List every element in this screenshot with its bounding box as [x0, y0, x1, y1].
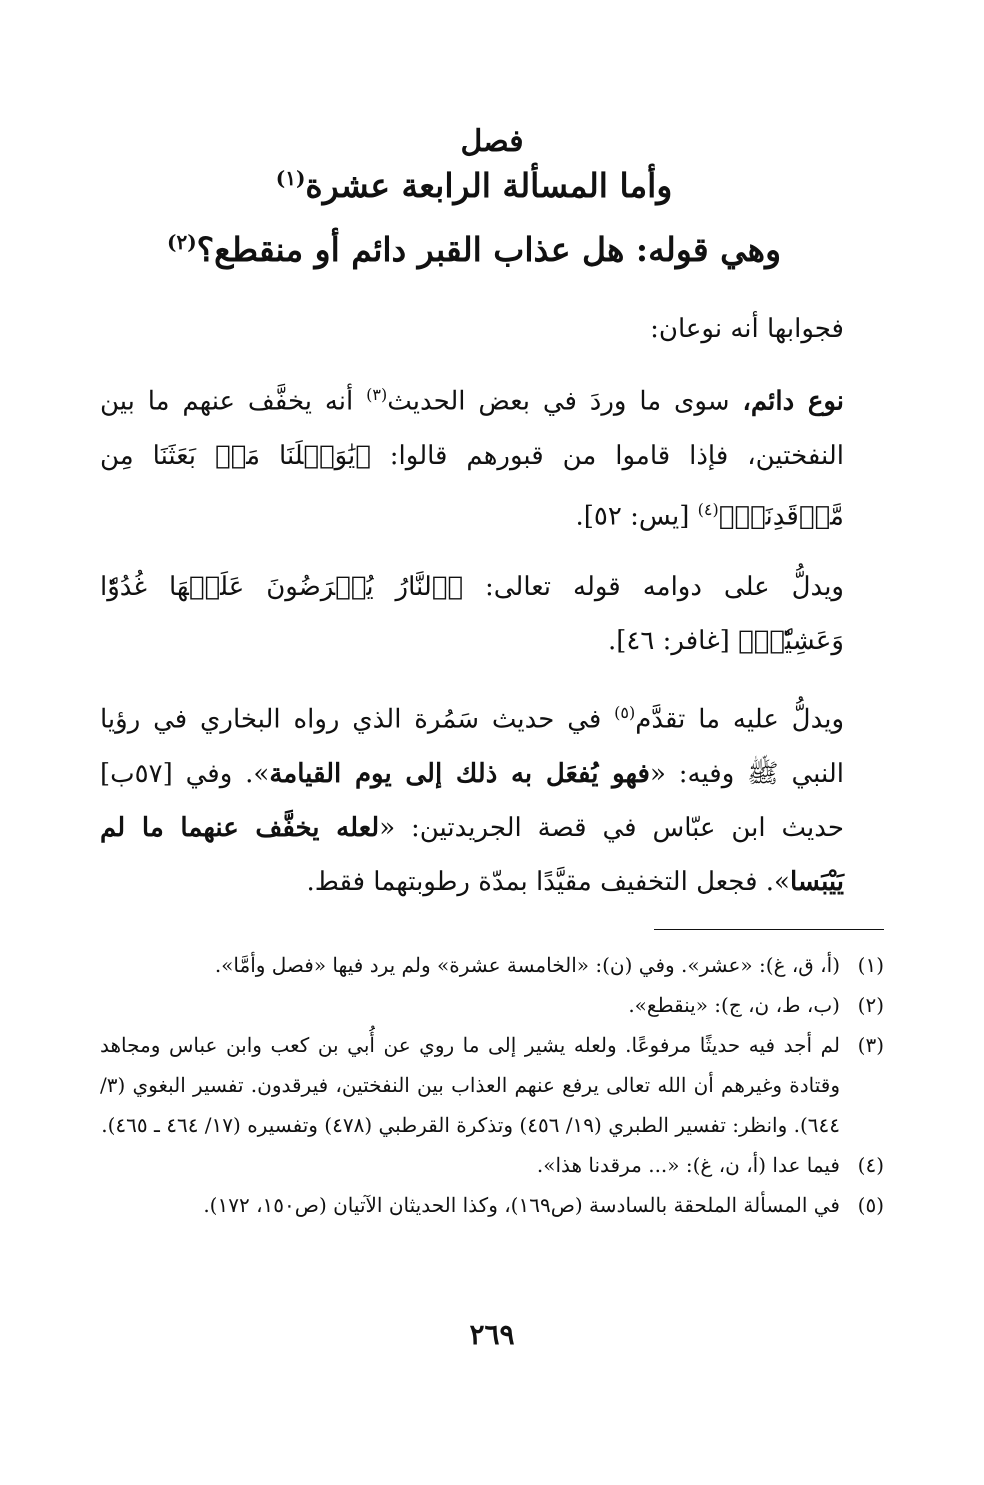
footnote-number: (٣)	[857, 1033, 884, 1057]
paragraph-text: ويدلُّ عليه ما تقدَّم	[635, 704, 845, 735]
footnote-item	[100, 945, 884, 985]
issue-heading-text: وأما المسألة الرابعة عشرة	[305, 166, 673, 205]
page-number	[0, 1318, 984, 1351]
paragraph-text: سوى ما وردَ في بعض الحديث	[387, 386, 743, 417]
paragraph-evidence-quran	[100, 560, 844, 668]
footnote-text: في المسألة الملحقة بالسادسة (ص١٦٩)، وكذا الحديثان الآتيان (ص١٥٠، ١٧٢).	[203, 1193, 840, 1217]
footnote-text: (أ، ق، غ): «عشر». وفي (ن): «الخامسة عشرة» ولم يرد فيها «فصل وأمَّا».	[214, 953, 840, 977]
paragraph-evidence-hadith	[100, 686, 844, 909]
section-heading-text: فصل	[460, 124, 524, 159]
hadith-quote: لعله يخفَّف عنهما ما لم يَيْبَسا	[100, 812, 844, 897]
footnote-ref-5[interactable]: (٥)	[614, 703, 636, 722]
footnote-ref-4[interactable]: (٤)	[697, 499, 719, 519]
footnote-ref-2[interactable]: (٢)	[166, 230, 197, 254]
footnote-item	[100, 1145, 884, 1185]
issue-heading	[0, 166, 984, 205]
section-heading	[0, 124, 984, 159]
paragraph-text: ». فجعل التخفيف مقيَّدًا بمدّة رطوبتهما فقط.	[306, 866, 790, 897]
paragraph-permanent-type	[100, 368, 844, 543]
page-number-text: ٢٦٩	[469, 1318, 515, 1351]
footnote-divider	[654, 929, 884, 930]
paragraph-answer-intro	[100, 302, 844, 356]
footnote-ref-1[interactable]: (١)	[275, 166, 306, 190]
footnote-item	[100, 985, 884, 1025]
paragraph-text: فجوابها أنه نوعان:	[650, 314, 844, 344]
hadith-quote: فهو يُفعَل به ذلك إلى يوم القيامة	[269, 758, 650, 789]
question-heading	[0, 230, 984, 269]
paragraph-text: ». وفي [٥٧ب] حديث ابن عبّاس في قصة الجريدتين: «	[100, 758, 844, 843]
quran-citation: [يس: ٥٢].	[575, 501, 698, 532]
footnote-number: (١)	[857, 953, 884, 977]
footnote-item	[100, 1185, 884, 1225]
footnote-text: فيما عدا (أ، ن، غ): «... مرقدنا هذا».	[536, 1153, 840, 1177]
bold-phrase: نوع دائم،	[742, 386, 845, 417]
footnote-text: (ب، ط، ن، ج): «ينقطع».	[628, 993, 840, 1017]
footnote-number: (٤)	[857, 1153, 884, 1177]
footnote-ref-3[interactable]: (٣)	[366, 385, 388, 404]
footnotes-section	[100, 945, 884, 1225]
question-heading-text: وهي قوله: هل عذاب القبر دائم أو منقطع؟	[196, 230, 782, 269]
footnote-item	[100, 1025, 884, 1145]
paragraph-text: ويدلُّ على دوامه قوله تعالى: ﴿ٱلنَّارُ يُعۡرَضُونَ عَلَيۡهَا غُدُوّٗا وَعَشِيّٗاۚ﴾ [غافر: ٤٦].	[100, 572, 844, 656]
footnote-number: (٥)	[857, 1193, 884, 1217]
paragraph-text: في حديث سَمُرة الذي رواه البخاري في رؤيا النبي ﷺ وفيه: «	[100, 704, 844, 789]
paragraph-text: أنه يخفَّف عنهم ما بين النفختين، فإذا قاموا من قبورهم قالوا: ﴿يَٰوَيۡلَنَا مَنۢ بَعَثَنَا مِن مَّرۡقَدِنَاۜ﴾	[100, 386, 844, 532]
footnote-text: لم أجد فيه حديثًا مرفوعًا. ولعله يشير إلى ما روي عن أُبي بن كعب وابن عباس ومجاهد وقتادة وغيرهم أن الله تعالى يرفع عنهم العذاب بين النفختين، فيرقدون. تفسير البغوي (٣/ ٦٤٤). وانظر: تفسير الطبري (١٩/ ٤٥٦) وتذكرة القرطبي (٤٧٨) وتفسيره (١٧/ ٤٦٤ ـ ٤٦٥).	[100, 1033, 840, 1137]
footnote-number: (٢)	[857, 993, 884, 1017]
